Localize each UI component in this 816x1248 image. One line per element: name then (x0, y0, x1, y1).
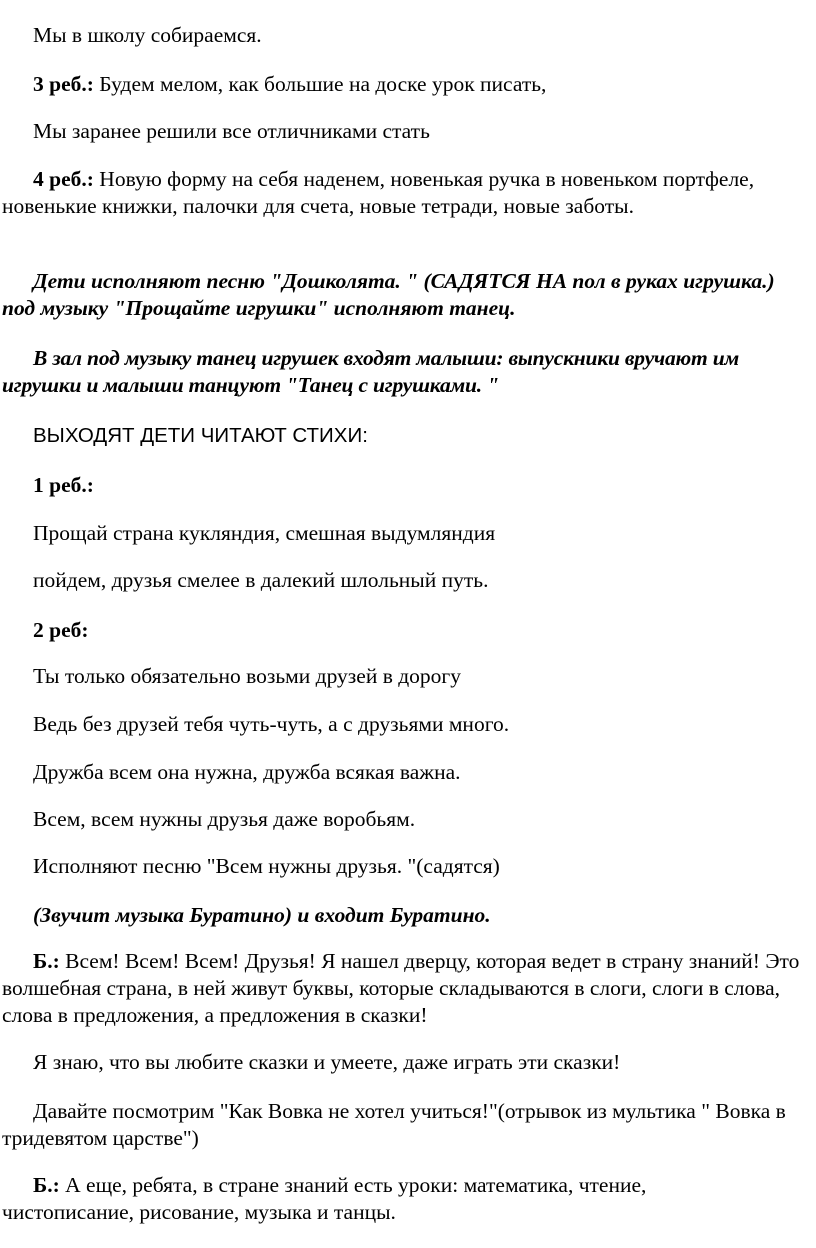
paragraph-school-line: Мы в школу собираемся. (33, 23, 262, 47)
speech-text: Новую форму на себя наденем, новенькая ручка в новеньком портфеле, новенькие книжки, палочки для счета, новые тетради, новые заботы. (2, 167, 755, 218)
speaker-label: 3 реб.: (33, 72, 94, 96)
poem-line: Ты только обязательно возьми друзей в дорогу (33, 664, 461, 688)
paragraph-honors-line: Мы заранее решили все отличниками стать (33, 119, 430, 143)
poem-line: Дружба всем она нужна, дружба всякая важна. (33, 760, 461, 784)
paragraph-fairy-tales: Я знаю, что вы любите сказки и умеете, даже играть эти сказки! (33, 1050, 621, 1074)
stage-direction-buratino: (Звучит музыка Буратино) и входит Буратино. (33, 903, 491, 927)
stage-direction-toys: В зал под музыку танец игрушек входят малыши: выпускники вручают им игрушки и малыши танцуют "Танец с игрушками. " (2, 346, 740, 397)
poem-line: Ведь без друзей тебя чуть-чуть, а с друзьями много. (33, 712, 510, 736)
paragraph-cartoon: Давайте посмотрим "Как Вовка не хотел учиться!"(отрывок из мультика " Вовка в тридевятом царстве") (2, 1099, 786, 1150)
paragraph-child4 (2, 166, 782, 220)
stage-direction-song: Дети исполняют песню "Дошколята. " (САДЯТСЯ НА пол в руках игрушка.) под музыку "Прощайте игрушки" исполняют танец. (2, 269, 775, 320)
speaker-heading-child2: 2 реб: (33, 618, 89, 642)
speech-text: Всем! Всем! Всем! Друзья! Я нашел дверцу, которая ведет в страну знаний! Это волшебная страна, в ней живут буквы, которые складываются в слоги, слоги в слова, слова в предложения, а предложения в сказки! (2, 949, 800, 1027)
poem-line: пойдем, друзья смелее в далекий шлольный путь. (33, 568, 489, 592)
speaker-heading-child1: 1 реб.: (33, 473, 94, 497)
speech-text: Будем мелом, как большие на доске урок писать, (93, 72, 547, 96)
speaker-label: Б.: (33, 949, 60, 973)
paragraph-buratino-speech (2, 948, 800, 1029)
speaker-label: 4 реб.: (33, 167, 94, 191)
speech-text: А еще, ребята, в стране знаний есть уроки: математика, чтение, чистописание, рисование, музыка и танцы. (2, 1173, 647, 1224)
paragraph-child3 (2, 71, 812, 98)
paragraph-song: Исполняют песню "Всем нужны друзья. "(садятся) (33, 854, 500, 878)
speaker-label: Б.: (33, 1173, 60, 1197)
paragraph-lessons (2, 1172, 782, 1226)
poem-line: Прощай страна кукляндия, смешная выдумляндия (33, 521, 496, 545)
section-heading-poems: ВЫХОДЯТ ДЕТИ ЧИТАЮТ СТИХИ: (33, 424, 368, 447)
poem-line: Всем, всем нужны друзья даже воробьям. (33, 807, 416, 831)
